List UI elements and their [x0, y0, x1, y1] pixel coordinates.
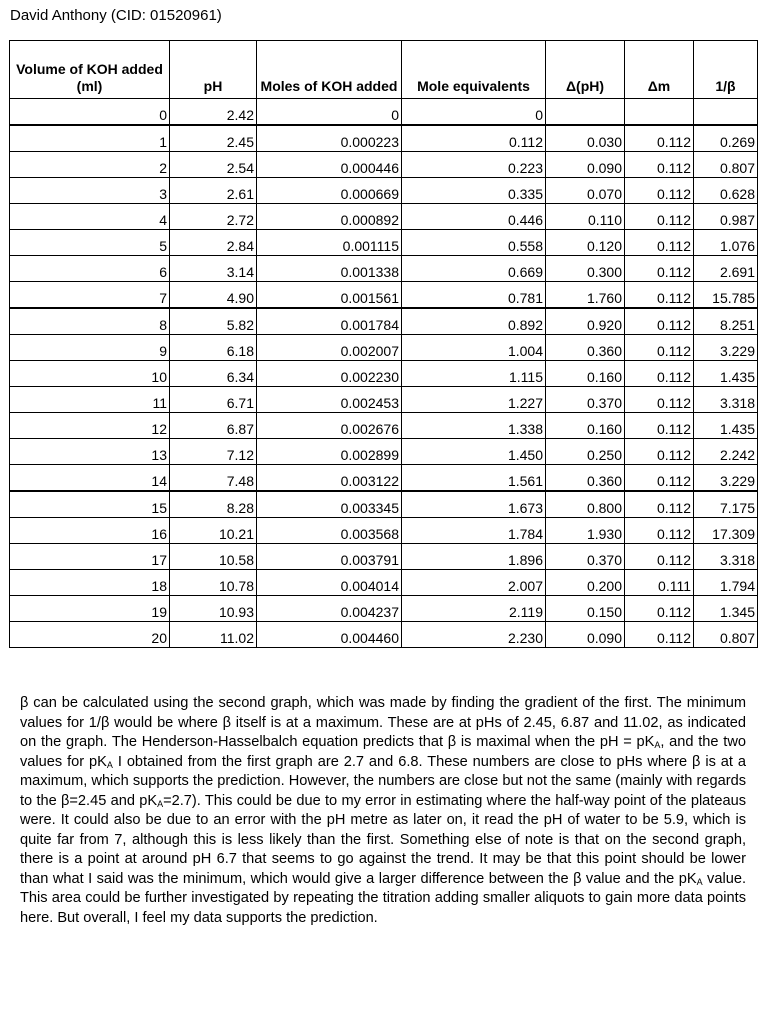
- volume-cell: 9: [10, 335, 170, 361]
- inverse-beta-cell: 2.691: [694, 256, 758, 282]
- table-row: [10, 387, 758, 413]
- mole-equivalents-cell: 0.446: [402, 204, 546, 230]
- delta-m-cell: 0.112: [625, 152, 694, 178]
- delta-ph-cell: 0.200: [546, 570, 625, 596]
- author-line: David Anthony (CID: 01520961): [10, 7, 222, 24]
- moles-cell: 0.003345: [257, 491, 402, 518]
- mole-equivalents-cell: 1.784: [402, 518, 546, 544]
- delta-m-cell: 0.112: [625, 256, 694, 282]
- moles-cell: 0.003122: [257, 465, 402, 492]
- table-row: [10, 256, 758, 282]
- header-inverse-beta: 1/β: [694, 41, 758, 99]
- volume-cell: 8: [10, 308, 170, 335]
- delta-ph-cell: 0.360: [546, 465, 625, 492]
- ph-cell: 7.48: [170, 465, 257, 492]
- delta-ph-cell: 0.920: [546, 308, 625, 335]
- mole-equivalents-cell: 0.558: [402, 230, 546, 256]
- delta-ph-cell: 0.090: [546, 622, 625, 648]
- ph-cell: 2.72: [170, 204, 257, 230]
- inverse-beta-cell: 3.229: [694, 335, 758, 361]
- table-row: [10, 308, 758, 335]
- volume-cell: 14: [10, 465, 170, 492]
- header-mole-equivalents: Mole equivalents: [402, 41, 546, 99]
- ph-cell: 6.87: [170, 413, 257, 439]
- inverse-beta-cell: 3.229: [694, 465, 758, 492]
- moles-cell: 0.000223: [257, 125, 402, 152]
- ph-cell: 8.28: [170, 491, 257, 518]
- delta-m-cell: 0.112: [625, 465, 694, 492]
- moles-cell: 0.004237: [257, 596, 402, 622]
- volume-cell: 3: [10, 178, 170, 204]
- ph-cell: 4.90: [170, 282, 257, 309]
- volume-cell: 10: [10, 361, 170, 387]
- delta-m-cell: 0.112: [625, 178, 694, 204]
- delta-ph-cell: 0.300: [546, 256, 625, 282]
- volume-cell: 15: [10, 491, 170, 518]
- table-row: [10, 125, 758, 152]
- moles-cell: 0.002007: [257, 335, 402, 361]
- table-row: [10, 413, 758, 439]
- mole-equivalents-cell: 0.669: [402, 256, 546, 282]
- mole-equivalents-cell: 1.450: [402, 439, 546, 465]
- delta-ph-cell: [546, 99, 625, 126]
- moles-cell: 0.000446: [257, 152, 402, 178]
- ph-cell: 2.61: [170, 178, 257, 204]
- moles-cell: 0.002676: [257, 413, 402, 439]
- volume-cell: 6: [10, 256, 170, 282]
- table-row: [10, 596, 758, 622]
- discussion-paragraph: β can be calculated using the second graph, which was made by finding the gradient of the first. The minimum values for 1/β would be where β itself is at a maximum. These are at pHs of 2.45, 6.87 and 11.02, as indicated on the graph. The Henderson-Hasselbalch equation predicts that β is maximal when the pH = $pK_A$, and the two values for $pK_A$ I obtained from the first graph are 2.7 and 6.8. These numbers are close to pHs where β is at a maximum, which supports the prediction. However, the numbers are close but not the same (mainly with regards to the β=2.45 and $pK_A=2.7$). This could be due to my error in estimating where the half-way point of the plateaus were. It could also be due to an error with the pH metre as later on, it read the pH of water to be 5.9, which is quite far from 7, although this is less likely than the first. Something else of note is that on the second graph, there is a point at around pH 6.7 that seems to go against the trend. It may be that this point should be lower than what I said was the minimum, which would give a larger difference between the β value and the $pK_A$ value. This area could be further investigated by repeating the titration adding smaller aliquots to gain more data points here. But overall, I feel my data supports the prediction.: [20, 695, 746, 926]
- ph-cell: 3.14: [170, 256, 257, 282]
- ph-cell: 2.42: [170, 99, 257, 126]
- delta-ph-cell: 0.070: [546, 178, 625, 204]
- mole-equivalents-cell: 1.227: [402, 387, 546, 413]
- volume-cell: 19: [10, 596, 170, 622]
- table-row: [10, 622, 758, 648]
- delta-m-cell: 0.112: [625, 204, 694, 230]
- mole-equivalents-cell: 1.561: [402, 465, 546, 492]
- inverse-beta-cell: 1.435: [694, 361, 758, 387]
- ph-cell: 10.93: [170, 596, 257, 622]
- mole-equivalents-cell: 2.230: [402, 622, 546, 648]
- inverse-beta-cell: 1.435: [694, 413, 758, 439]
- header-volume: Volume of KOH added (ml): [10, 41, 170, 99]
- inverse-beta-cell: 7.175: [694, 491, 758, 518]
- mole-equivalents-cell: 0.335: [402, 178, 546, 204]
- header-delta-m: Δm: [625, 41, 694, 99]
- table-row: [10, 544, 758, 570]
- table-header-row: [10, 41, 758, 99]
- delta-m-cell: 0.112: [625, 544, 694, 570]
- delta-m-cell: 0.112: [625, 622, 694, 648]
- mole-equivalents-cell: 0: [402, 99, 546, 126]
- moles-cell: 0.001784: [257, 308, 402, 335]
- moles-cell: 0.002899: [257, 439, 402, 465]
- delta-m-cell: 0.112: [625, 413, 694, 439]
- mole-equivalents-cell: 1.896: [402, 544, 546, 570]
- table-row: [10, 491, 758, 518]
- delta-m-cell: 0.112: [625, 491, 694, 518]
- header-ph: pH: [170, 41, 257, 99]
- inverse-beta-cell: 17.309: [694, 518, 758, 544]
- delta-ph-cell: 1.930: [546, 518, 625, 544]
- header-moles: Moles of KOH added: [257, 41, 402, 99]
- moles-cell: 0.003568: [257, 518, 402, 544]
- table-row: [10, 178, 758, 204]
- titration-table: [9, 40, 758, 648]
- volume-cell: 13: [10, 439, 170, 465]
- delta-m-cell: 0.112: [625, 230, 694, 256]
- volume-cell: 5: [10, 230, 170, 256]
- ph-cell: 2.84: [170, 230, 257, 256]
- mole-equivalents-cell: 1.004: [402, 335, 546, 361]
- ph-cell: 6.71: [170, 387, 257, 413]
- delta-m-cell: 0.112: [625, 308, 694, 335]
- mole-equivalents-cell: 1.338: [402, 413, 546, 439]
- moles-cell: 0.000669: [257, 178, 402, 204]
- moles-cell: 0: [257, 99, 402, 126]
- moles-cell: 0.002453: [257, 387, 402, 413]
- ph-cell: 7.12: [170, 439, 257, 465]
- delta-ph-cell: 0.160: [546, 361, 625, 387]
- delta-m-cell: 0.112: [625, 335, 694, 361]
- ph-cell: 10.21: [170, 518, 257, 544]
- table-row: [10, 570, 758, 596]
- volume-cell: 2: [10, 152, 170, 178]
- delta-m-cell: 0.112: [625, 387, 694, 413]
- table-row: [10, 204, 758, 230]
- moles-cell: 0.004014: [257, 570, 402, 596]
- inverse-beta-cell: 3.318: [694, 544, 758, 570]
- volume-cell: 18: [10, 570, 170, 596]
- inverse-beta-cell: 2.242: [694, 439, 758, 465]
- inverse-beta-cell: 0.987: [694, 204, 758, 230]
- inverse-beta-cell: 8.251: [694, 308, 758, 335]
- delta-ph-cell: 0.120: [546, 230, 625, 256]
- delta-ph-cell: 0.800: [546, 491, 625, 518]
- moles-cell: 0.001338: [257, 256, 402, 282]
- inverse-beta-cell: 3.318: [694, 387, 758, 413]
- delta-m-cell: 0.112: [625, 596, 694, 622]
- moles-cell: 0.003791: [257, 544, 402, 570]
- inverse-beta-cell: 0.269: [694, 125, 758, 152]
- volume-cell: 1: [10, 125, 170, 152]
- inverse-beta-cell: 0.807: [694, 152, 758, 178]
- table-row: [10, 152, 758, 178]
- inverse-beta-cell: 0.807: [694, 622, 758, 648]
- delta-m-cell: 0.111: [625, 570, 694, 596]
- ph-cell: 5.82: [170, 308, 257, 335]
- moles-cell: 0.001115: [257, 230, 402, 256]
- mole-equivalents-cell: 2.007: [402, 570, 546, 596]
- table-row: [10, 335, 758, 361]
- moles-cell: 0.000892: [257, 204, 402, 230]
- mole-equivalents-cell: 0.112: [402, 125, 546, 152]
- inverse-beta-cell: [694, 99, 758, 126]
- delta-ph-cell: 0.360: [546, 335, 625, 361]
- table-row: [10, 465, 758, 492]
- delta-ph-cell: 0.110: [546, 204, 625, 230]
- delta-m-cell: 0.112: [625, 282, 694, 309]
- table-row: [10, 282, 758, 309]
- moles-cell: 0.002230: [257, 361, 402, 387]
- table-row: [10, 230, 758, 256]
- mole-equivalents-cell: 1.115: [402, 361, 546, 387]
- ph-cell: 2.45: [170, 125, 257, 152]
- table-row: [10, 518, 758, 544]
- inverse-beta-cell: 1.076: [694, 230, 758, 256]
- inverse-beta-cell: 1.794: [694, 570, 758, 596]
- delta-ph-cell: 0.090: [546, 152, 625, 178]
- volume-cell: 16: [10, 518, 170, 544]
- inverse-beta-cell: 15.785: [694, 282, 758, 309]
- delta-m-cell: [625, 99, 694, 126]
- delta-ph-cell: 0.250: [546, 439, 625, 465]
- table-row: [10, 439, 758, 465]
- volume-cell: 7: [10, 282, 170, 309]
- ph-cell: 11.02: [170, 622, 257, 648]
- mole-equivalents-cell: 1.673: [402, 491, 546, 518]
- moles-cell: 0.004460: [257, 622, 402, 648]
- mole-equivalents-cell: 0.781: [402, 282, 546, 309]
- delta-ph-cell: 0.150: [546, 596, 625, 622]
- mole-equivalents-cell: 0.223: [402, 152, 546, 178]
- delta-ph-cell: 0.160: [546, 413, 625, 439]
- ph-cell: 10.58: [170, 544, 257, 570]
- volume-cell: 0: [10, 99, 170, 126]
- ph-cell: 10.78: [170, 570, 257, 596]
- volume-cell: 17: [10, 544, 170, 570]
- delta-m-cell: 0.112: [625, 439, 694, 465]
- delta-ph-cell: 0.370: [546, 387, 625, 413]
- volume-cell: 20: [10, 622, 170, 648]
- volume-cell: 11: [10, 387, 170, 413]
- table-row: [10, 99, 758, 126]
- ph-cell: 6.34: [170, 361, 257, 387]
- ph-cell: 2.54: [170, 152, 257, 178]
- volume-cell: 4: [10, 204, 170, 230]
- delta-ph-cell: 0.030: [546, 125, 625, 152]
- delta-m-cell: 0.112: [625, 125, 694, 152]
- delta-ph-cell: 0.370: [546, 544, 625, 570]
- mole-equivalents-cell: 2.119: [402, 596, 546, 622]
- volume-cell: 12: [10, 413, 170, 439]
- delta-m-cell: 0.112: [625, 361, 694, 387]
- table-row: [10, 361, 758, 387]
- mole-equivalents-cell: 0.892: [402, 308, 546, 335]
- inverse-beta-cell: 0.628: [694, 178, 758, 204]
- delta-ph-cell: 1.760: [546, 282, 625, 309]
- moles-cell: 0.001561: [257, 282, 402, 309]
- inverse-beta-cell: 1.345: [694, 596, 758, 622]
- header-delta-ph: Δ(pH): [546, 41, 625, 99]
- delta-m-cell: 0.112: [625, 518, 694, 544]
- ph-cell: 6.18: [170, 335, 257, 361]
